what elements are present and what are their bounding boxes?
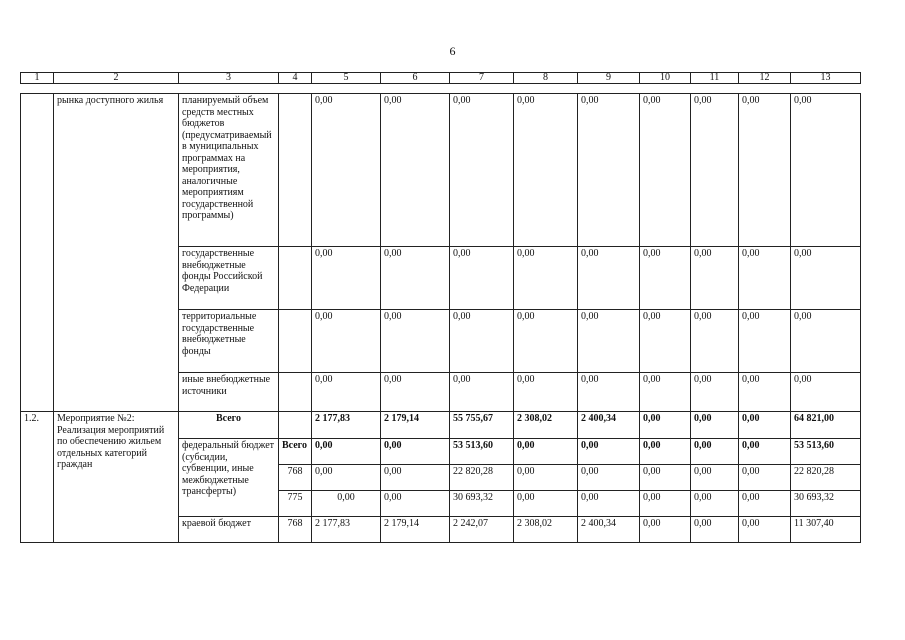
cell-value: 0,00: [514, 94, 578, 247]
cell-value: 2 400,34: [578, 517, 640, 543]
cell-value: 0,00: [514, 247, 578, 310]
cell-value: 0,00: [691, 412, 739, 439]
cell-value: 0,00: [640, 491, 691, 517]
cell-value: 0,00: [691, 465, 739, 491]
cell-code: [279, 247, 312, 310]
cell-value: 0,00: [640, 517, 691, 543]
page-number: 6: [449, 44, 456, 58]
cell-value: 0,00: [578, 94, 640, 247]
cell-value: 0,00: [450, 373, 514, 412]
cell-value: 0,00: [691, 310, 739, 373]
cell-value: 0,00: [739, 439, 791, 465]
cell-value: 0,00: [312, 310, 381, 373]
cell-value: 0,00: [381, 439, 450, 465]
cell-source: краевой бюджет: [179, 517, 279, 543]
cell-name: Мероприятие №2: Реализация мероприятий по обеспечению жильем отдельных категорий граждан: [54, 412, 179, 543]
cell-value: 22 820,28: [450, 465, 514, 491]
cell-value: 0,00: [640, 94, 691, 247]
cell-value: 2 179,14: [381, 412, 450, 439]
cell-source: государственные внебюджетные фонды Российской Федерации: [179, 247, 279, 310]
cell-value: 0,00: [381, 465, 450, 491]
header-col-7: 7: [450, 73, 514, 84]
cell-value: 2 400,34: [578, 412, 640, 439]
cell-source: территориальные государственные внебюджетные фонды: [179, 310, 279, 373]
cell-value: 0,00: [640, 439, 691, 465]
header-col-10: 10: [640, 73, 691, 84]
cell-code: 775: [279, 491, 312, 517]
cell-value: 0,00: [739, 310, 791, 373]
cell-value: 0,00: [381, 247, 450, 310]
cell-code: Всего: [279, 439, 312, 465]
cell-name: рынка доступного жилья: [54, 94, 179, 412]
cell-value: 2 242,07: [450, 517, 514, 543]
cell-value: 55 755,67: [450, 412, 514, 439]
cell-value: 0,00: [578, 373, 640, 412]
cell-value: 0,00: [450, 310, 514, 373]
cell-value: 0,00: [450, 247, 514, 310]
cell-value: 0,00: [739, 465, 791, 491]
table-row: [21, 94, 861, 247]
cell-value: 0,00: [739, 373, 791, 412]
cell-value: 0,00: [514, 465, 578, 491]
header-col-12: 12: [739, 73, 791, 84]
cell-value: 30 693,32: [450, 491, 514, 517]
cell-source: планируемый объем средств местных бюджетов (предусматриваемый в муниципальных программах на мероприятия, аналогичные мероприятиям государственной программы): [179, 94, 279, 247]
cell-value: 0,00: [691, 94, 739, 247]
cell-value: 0,00: [312, 247, 381, 310]
header-col-6: 6: [381, 73, 450, 84]
cell-value: 2 179,14: [381, 517, 450, 543]
cell-value: 0,00: [791, 94, 861, 247]
cell-value: 2 308,02: [514, 412, 578, 439]
cell-value: 11 307,40: [791, 517, 861, 543]
table-row: [21, 412, 861, 439]
cell-value: 0,00: [514, 373, 578, 412]
cell-value: 0,00: [739, 517, 791, 543]
header-col-1: 1: [21, 73, 54, 84]
cell-value: 0,00: [381, 373, 450, 412]
cell-value: 0,00: [578, 247, 640, 310]
cell-value: 22 820,28: [791, 465, 861, 491]
cell-code: 768: [279, 517, 312, 543]
header-col-8: 8: [514, 73, 578, 84]
cell-value: 53 513,60: [791, 439, 861, 465]
cell-value: 0,00: [640, 310, 691, 373]
cell-value: 2 308,02: [514, 517, 578, 543]
cell-value: 64 821,00: [791, 412, 861, 439]
header-col-11: 11: [691, 73, 739, 84]
cell-value: 0,00: [312, 491, 381, 517]
cell-value: 0,00: [578, 310, 640, 373]
header-col-5: 5: [312, 73, 381, 84]
cell-value: 0,00: [691, 373, 739, 412]
cell-value: 0,00: [514, 439, 578, 465]
cell-value: 0,00: [450, 94, 514, 247]
cell-source: иные внебюджетные источники: [179, 373, 279, 412]
cell-number: [21, 94, 54, 412]
cell-code: [279, 373, 312, 412]
cell-value: 0,00: [381, 491, 450, 517]
column-number-header: [20, 72, 861, 84]
header-col-9: 9: [578, 73, 640, 84]
cell-value: 0,00: [312, 94, 381, 247]
cell-value: 0,00: [691, 517, 739, 543]
cell-source: Всего: [179, 412, 279, 439]
cell-value: 0,00: [312, 373, 381, 412]
header-col-2: 2: [54, 73, 179, 84]
cell-code: [279, 310, 312, 373]
cell-value: 0,00: [791, 247, 861, 310]
cell-value: 0,00: [640, 247, 691, 310]
cell-number: 1.2.: [21, 412, 54, 543]
cell-value: 0,00: [739, 247, 791, 310]
cell-value: 30 693,32: [791, 491, 861, 517]
cell-value: 0,00: [791, 373, 861, 412]
cell-code: 768: [279, 465, 312, 491]
cell-value: 2 177,83: [312, 412, 381, 439]
cell-value: 0,00: [514, 491, 578, 517]
cell-value: 0,00: [640, 412, 691, 439]
cell-value: 0,00: [578, 465, 640, 491]
cell-code: [279, 94, 312, 247]
cell-value: 0,00: [381, 94, 450, 247]
cell-code: [279, 412, 312, 439]
budget-table: [20, 93, 861, 543]
cell-value: 0,00: [691, 247, 739, 310]
cell-value: 0,00: [312, 439, 381, 465]
cell-value: 0,00: [312, 465, 381, 491]
header-col-3: 3: [179, 73, 279, 84]
cell-source: федеральный бюджет (субсидии, субвенции, иные межбюджетные трансферты): [179, 439, 279, 517]
cell-value: 0,00: [578, 491, 640, 517]
cell-value: 0,00: [640, 373, 691, 412]
cell-value: 0,00: [791, 310, 861, 373]
cell-value: 2 177,83: [312, 517, 381, 543]
header-col-4: 4: [279, 73, 312, 84]
header-col-13: 13: [791, 73, 861, 84]
cell-value: 0,00: [578, 439, 640, 465]
cell-value: 0,00: [691, 439, 739, 465]
cell-value: 0,00: [739, 412, 791, 439]
cell-value: 0,00: [640, 465, 691, 491]
cell-value: 0,00: [381, 310, 450, 373]
cell-value: 0,00: [691, 491, 739, 517]
cell-value: 0,00: [514, 310, 578, 373]
cell-value: 53 513,60: [450, 439, 514, 465]
cell-value: 0,00: [739, 491, 791, 517]
cell-value: 0,00: [739, 94, 791, 247]
